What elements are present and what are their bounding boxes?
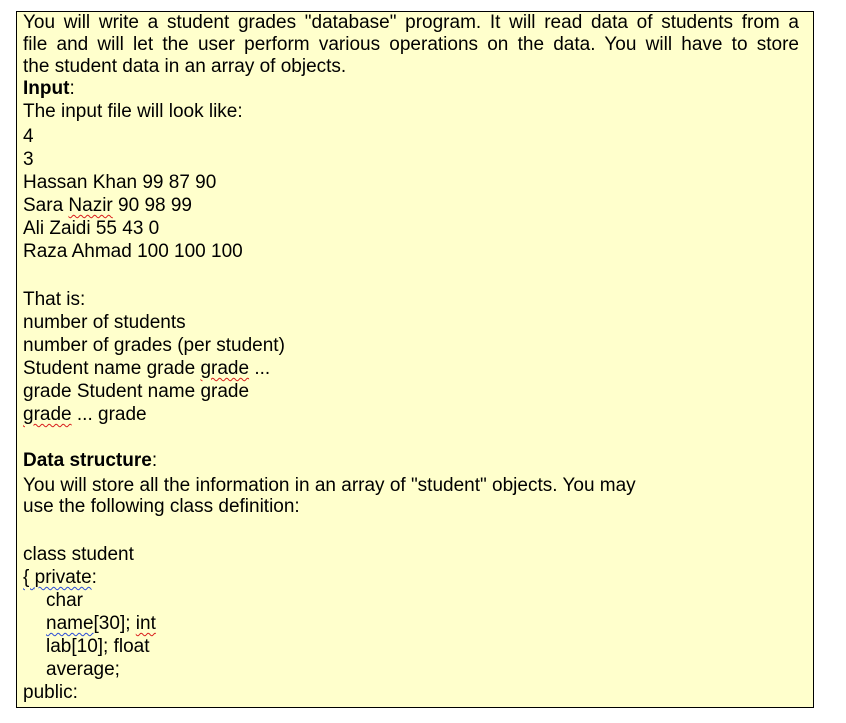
intro-line-2: file and will let the user perform various operations on the data. You will have to store [23,34,799,55]
input-heading-colon: : [69,78,75,99]
format-line-5-rest: ... grade [71,404,147,425]
code-name-rest: [30]; [93,613,136,634]
sara-last-name-misspelled: Nazir [68,195,113,216]
intro-line-1: You will write a student grades "database" program. It will read data of students from a [23,12,799,33]
code-char-line: char [46,590,83,611]
format-line-5-grade: grade [23,404,72,425]
code-private-brace: { [23,567,35,588]
code-average-line: average; [46,659,120,680]
input-line-raza: Raza Ahmad 100 100 100 [23,241,243,262]
input-line-grades: 3 [23,149,34,170]
input-line-sara [23,195,192,217]
data-structure-heading-label: Data structure [23,450,152,471]
format-line-3 [23,358,270,380]
code-class-line: class student [23,544,134,565]
assignment-text-box [16,11,814,708]
input-line-count: 4 [23,126,34,147]
code-name-word: name [46,613,94,634]
code-name-line [46,613,156,635]
input-description: The input file will look like: [23,101,243,122]
data-structure-heading [23,450,157,472]
format-line-2: number of grades (per student) [23,335,285,356]
that-is-line: That is: [23,289,86,310]
format-line-3-grade: grade [200,358,250,379]
format-line-3-suffix: ... [249,358,271,379]
sara-grades: 90 98 99 [112,195,193,216]
intro-line-3: the student data in an array of objects. [23,56,347,77]
format-line-3-prefix: Student name grade [23,358,201,379]
format-line-1: number of students [23,312,186,333]
code-int-word: int [135,613,156,634]
code-private-colon: : [91,567,97,588]
code-lab-line: lab[10]; float [46,636,150,657]
sara-first-name: Sara [23,195,69,216]
input-heading [23,78,75,100]
code-private-line [23,567,97,589]
input-line-hassan: Hassan Khan 99 87 90 [23,172,217,193]
data-structure-desc-2: use the following class definition: [23,496,300,517]
data-structure-desc-1: You will store all the information in an array of "student" objects. You may [23,475,636,496]
code-private-word: private [34,567,92,588]
input-heading-label: Input [23,78,70,99]
code-public-line: public: [23,682,78,703]
data-structure-heading-colon: : [151,450,158,471]
format-line-4: grade Student name grade [23,381,250,402]
format-line-5 [23,404,147,426]
input-line-ali: Ali Zaidi 55 43 0 [23,218,160,239]
